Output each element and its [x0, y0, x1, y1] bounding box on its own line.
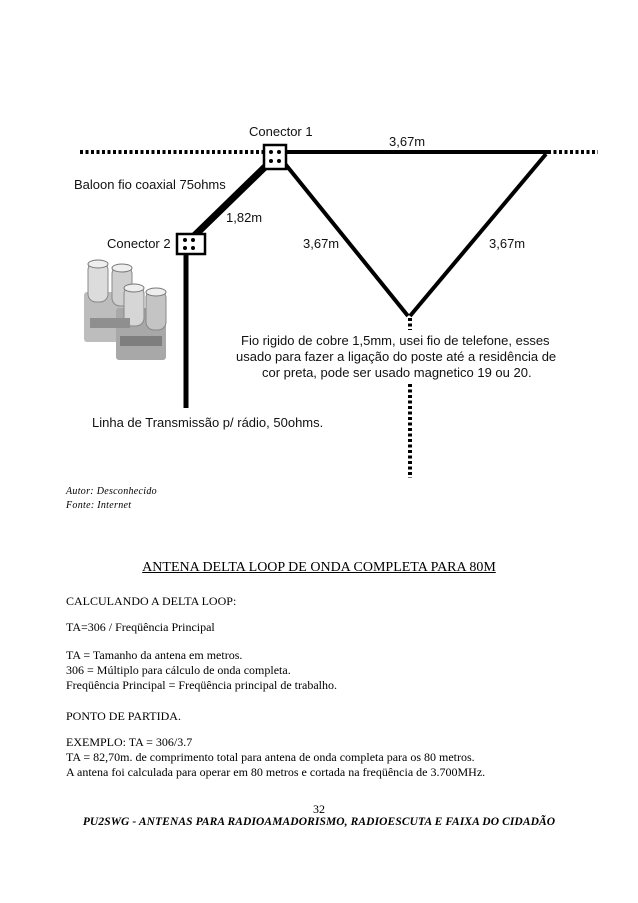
- wire-note: [228, 330, 578, 382]
- formula-line: TA=306 / Freqüência Principal: [66, 620, 215, 634]
- section-title: ANTENA DELTA LOOP DE ONDA COMPLETA PARA 80M: [142, 560, 496, 575]
- page-footer: PU2SWG - ANTENAS PARA RADIOAMADORISMO, RADIOESCUTA E FAIXA DO CIDADÃO: [82, 816, 556, 828]
- definition-1: TA = Tamanho da antena em metros.: [66, 648, 243, 662]
- example-line-1: EXEMPLO: TA = 306/3.7: [66, 735, 193, 749]
- connector-1-label: Conector 1: [249, 124, 313, 139]
- source-credit: Fonte: Internet: [66, 500, 132, 511]
- right-length-label: 3,67m: [489, 236, 526, 251]
- terminal-block-illustration: [84, 260, 166, 360]
- start-heading: PONTO DE PARTIDA.: [66, 709, 181, 723]
- feed-length-label: 1,82m: [226, 210, 263, 225]
- right-side-wire: [410, 154, 546, 316]
- wire-note-line-1: Fio rigido de cobre 1,5mm, usei fio de telefone, esses: [241, 333, 550, 348]
- example-line-2: TA = 82,70m. de comprimento total para antena de onda completa para os 80 metros.: [66, 750, 475, 764]
- transmission-line-label: Linha de Transmissão p/ rádio, 50ohms.: [92, 415, 324, 430]
- connector-1-box: [264, 145, 286, 169]
- author-credit: Autor: Desconhecido: [66, 486, 157, 497]
- calc-heading: CALCULANDO A DELTA LOOP:: [66, 594, 237, 608]
- page-number: 32: [313, 802, 325, 816]
- connector-2-box: [177, 234, 205, 254]
- top-length-label: 3,67m: [389, 134, 426, 149]
- example-line-3: A antena foi calculada para operar em 80 metros e cortada na freqüência de 3.700MHz.: [66, 765, 486, 779]
- feed-line: [194, 164, 268, 236]
- wire-note-line-2: usado para fazer a ligação do poste até a residência de: [236, 349, 557, 364]
- left-side-wire: [282, 160, 408, 316]
- left-length-label: 3,67m: [303, 236, 340, 251]
- definition-2: 306 = Múltiplo para cálculo de onda completa.: [66, 663, 291, 677]
- balun-label: Baloon fio coaxial 75ohms: [74, 177, 226, 192]
- wire-note-line-3: cor preta, pode ser usado magnetico 19 ou 20.: [262, 365, 532, 380]
- definition-3: Freqüência Principal = Freqüência principal de trabalho.: [66, 678, 338, 692]
- connector-2-label: Conector 2: [107, 236, 171, 251]
